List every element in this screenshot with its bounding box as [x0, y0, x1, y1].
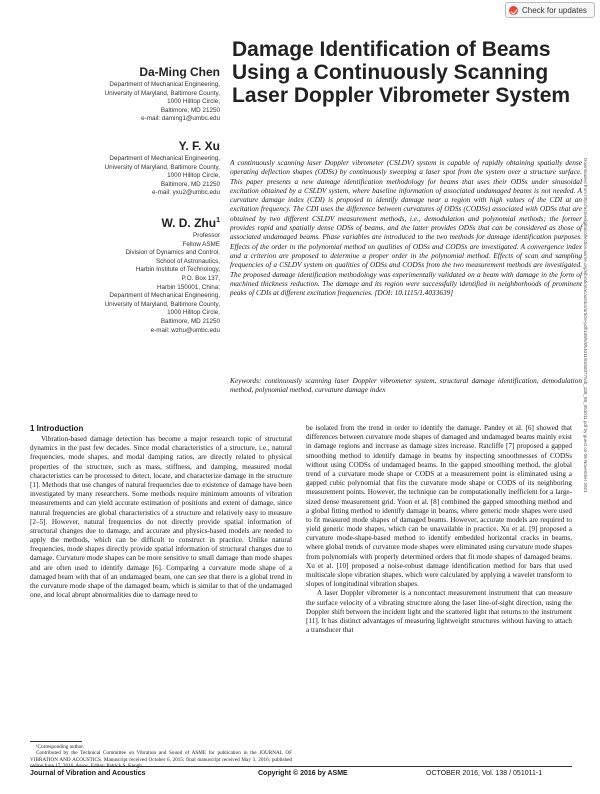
author-block-1 [0, 64, 220, 124]
author-affiliation-line: 1000 Hilltop Circle, [167, 172, 220, 180]
author-block-2 [0, 138, 220, 198]
author-affiliation-line: University of Maryland, Baltimore County, [104, 89, 220, 97]
paragraph: Vibration-based damage detection has become a major research topic of structural dynamics in the past few decades. Since modal characteristics of a structure, i.e., natural frequencies, mode shapes, and modal damping ratios, are directly related to physical properties of the structure, such as mass, stiffness, and damping, measured modal characteristics can be processed to detect, locate, and characterize damage in the structure [1]. Methods that use changes of natural frequencies due to existence of damage have been investigated by many researchers. Some methods require minimum amounts of vibration measurements and can yield accurate estimation of positions and extent of damage, since natural frequencies are global characteristics of a structure and relatively easy to measure [2–5]. However, natural frequencies do not directly provide spatial information of structural changes due to damage, and accurate and physics-based models are needed to apply the methods, which can be difficult to construct in practice. Unlike natural frequencies, mode shapes directly provide spatial information of structural changes due to damage. Curvature mode shapes can be more sensitive to small damage than mode shapes and are often used to identify damage [6]. Comparing a curvature mode shape of a damaged beam with that of an undamaged beam, one can see that there is a global trend in the curvature mode shape of the damaged beam, which is similar to that of the undamaged one, and local abrupt abnormalities due to damage need to [30, 435, 292, 600]
footer-divider [30, 766, 572, 767]
abstract: A continuously scanning laser Doppler vibrometer (CSLDV) system is capable of rapidly obtaining spatially dense operating deflection shapes (ODSs) by continuously sweeping a laser spot from the system over a structure surface. This paper presents a new damage identification methodology for beams that uses their ODSs under sinusoidal excitation obtained by a CSLDV system, where baseline information of associated undamaged beams is not needed. A curvature damage index (CDI) is proposed to identify damage near a region with high values of the CDI at an excitation frequency. The CDI uses the difference between curvatures of ODSs (CODSs) associated with ODSs that are obtained by two different CSLDV measurement methods, i.e., demodulation and polynomial methods; the former provides rapid and spatially dense ODSs of beams, and the latter provides ODSs that can be considered as those of associated undamaged beams. Phase variables are introduced to the two methods for damage identification purposes. Effects of the order in the polynomial method on qualities of ODSs and CODSs are investigated. A convergence index and a criterion are proposed to determine a proper order in the polynomial method. Effects of scan and sampling frequencies of a CSLDV system on qualities of ODSs and CODSs from the two measurement methods are investigated. The proposed damage identification methodology was experimentally validated on a beam with damage in the form of machined thickness reduction. The damage and its region were successfully identified in neighborhoods of prominent peaks of CDIs at different excitation frequencies. [DOI: 10.1115/1.4033639] [230, 158, 582, 298]
author-affiliation-line: Baltimore, MD 21250 [160, 317, 220, 325]
author-affiliation-line: Division of Dynamics and Control, [125, 249, 220, 257]
footnote: Contributed by the Technical Committee on Vibration and Sound of ASME for publication in the JOURNAL OF VIBRATION AND ACOUSTICS. Manuscript received October 6, 2015; final manuscript received May 3, 2016; published online June 17, 2016. Assoc. Editor: Patrick S. Keogh. [30, 750, 292, 769]
author-name: Da-Ming Chen [139, 65, 220, 79]
author-email[interactable]: e-mail: yxu2@umbc.edu [152, 189, 220, 197]
author-affiliation-line: Baltimore, MD 21250 [160, 180, 220, 188]
author-affiliation-line: Baltimore, MD 21250 [160, 106, 220, 114]
author-affiliation-line: Professor [193, 232, 220, 239]
body-column-left [30, 435, 292, 600]
body-column-right [306, 424, 572, 635]
author-affiliation-line: University of Maryland, Baltimore County, [104, 163, 220, 171]
section-heading: 1 Introduction [30, 424, 84, 433]
author-affiliation-line: Department of Mechanical Engineering, [109, 81, 220, 88]
author-affiliation-line: Harbin 150001, China; [156, 283, 220, 291]
author-block-3 [0, 213, 220, 335]
paragraph: A laser Doppler vibrometer is a noncontact measurement instrument that can measure the surface velocity of a vibrating structure along the laser line-of-sight direction, using the Doppler shift between the incident light and the scattered light that returns to the instrument [11]. It has distinct advantages of measuring lightweight structures without having to attach a transducer that [306, 589, 572, 635]
author-affiliation-line: 1000 Hilltop Circle, [167, 309, 220, 317]
footnote-divider [30, 741, 82, 742]
author-affiliation-line: 1000 Hilltop Circle, [167, 98, 220, 106]
check-for-updates-button[interactable] [505, 2, 595, 18]
footer-issue: OCTOBER 2016, Vol. 138 / 051011-1 [426, 770, 543, 777]
download-side-note-text: Downloaded from http://asmedigitalcollection.asme.org/vibrationacoustics/article-pdf/138/5/051011/6150977/vib_138_05_051011.pdf by guest on 08 November 2021 [583, 158, 588, 493]
author-email[interactable]: e-mail: wzhu@umbc.edu [150, 326, 220, 334]
author-email[interactable]: e-mail: daming1@umbc.edu [141, 115, 220, 123]
keywords: Keywords: continuously scanning laser Doppler vibrometer system, structural damage identification, demodulation method, polynomial method, curvature damage index [230, 376, 582, 395]
author-affiliation-line: Fellow ASME [182, 240, 220, 248]
author-name: W. D. Zhu$^1$ [161, 216, 220, 230]
check-updates-label: Check for updates [522, 5, 587, 15]
paper-title: Damage Identification of Beams Using a Continuously Scanning Laser Doppler Vibrometer System [232, 38, 571, 107]
author-name: Y. F. Xu [178, 139, 220, 153]
author-affiliation-line: Department of Mechanical Engineering, [109, 292, 220, 300]
author-affiliation-line: P.O. Box 137, [181, 274, 220, 282]
check-updates-icon [509, 6, 518, 15]
author-affiliation-line: School of Astronautics, [155, 257, 220, 265]
author-affiliation-line: Department of Mechanical Engineering, [109, 155, 220, 162]
author-affiliation-line: University of Maryland, Baltimore County, [104, 300, 220, 308]
paragraph: be isolated from the trend in order to identify the damage. Pandey et al. [6] showed that differences between curvature mode shapes of damaged and undamaged beams mainly exist in damage regions and increase as damage sizes increase. Ratcliffe [7] proposed a gapped smoothing method to identify damage in beams by inspecting smoothnesses of CODSs without using CODSs of undamaged beams. In the gapped smoothing method, the global trend of a curvature mode shape or CODS at a measurement point is eliminated using a gapped cubic polynomial that fits the curvature mode shape or CODS of its neighboring measurement points. However, the technique can be computationally inefficient for a large-sized dense measurement grid. Yoon et al. [8] combined the gapped smoothing method and a global fitting method to identify damage in beams, where generic mode shapes were used to fit measured mode shapes of damaged beams. However, accurate models are required to yield generic mode shapes, which can be unavailable in practice. Xu et al. [9] proposed a curvature mode-shape-based method to identify embedded horizontal cracks in beams, where global trends of curvature mode shapes were eliminated using curvature mode shapes from polynomials with properly determined orders that fit mode shapes of damaged beams. Xu et al. [10] proposed a noise-robust damage identification method for bars that used multiscale slope vibration shapes, which were calculated by applying a wavelet transform to slopes of longitudinal vibration shapes. [306, 424, 572, 589]
footer-journal: Journal of Vibration and Acoustics [30, 770, 146, 777]
footer-copyright: Copyright © 2016 by ASME [258, 770, 348, 777]
author-affiliation-line: Harbin Institute of Technology, [135, 266, 220, 274]
corresponding-author-mark: 1 [216, 217, 220, 224]
footnote: ¹Corresponding author. [36, 744, 84, 750]
download-side-note [578, 158, 590, 538]
